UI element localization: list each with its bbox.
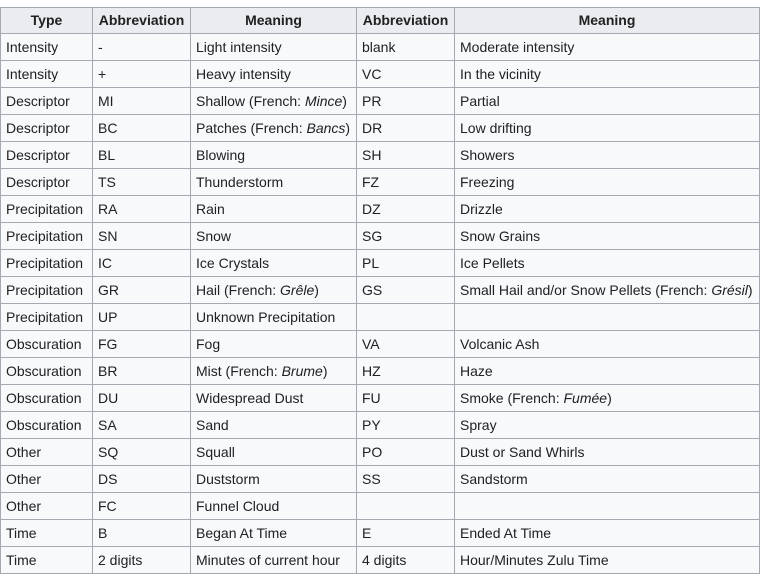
meaning-text: Partial	[460, 93, 500, 109]
cell-abbreviation-2: SS	[357, 466, 455, 493]
cell-meaning-2	[455, 196, 760, 223]
cell-type: Obscuration	[1, 331, 93, 358]
meaning-text: Showers	[460, 147, 515, 163]
cell-meaning-1	[191, 358, 357, 385]
cell-meaning-1	[191, 196, 357, 223]
cell-abbreviation-1: FC	[93, 493, 191, 520]
table-body	[1, 34, 760, 574]
meaning-text: Spray	[460, 417, 497, 433]
cell-meaning-1	[191, 169, 357, 196]
cell-type: Obscuration	[1, 385, 93, 412]
table-row	[1, 385, 760, 412]
meaning-text: Low drifting	[460, 120, 532, 136]
cell-abbreviation-1: TS	[93, 169, 191, 196]
meaning-text: )	[314, 282, 319, 298]
cell-meaning-1	[191, 142, 357, 169]
cell-type: Other	[1, 493, 93, 520]
cell-meaning-1	[191, 250, 357, 277]
table-header	[1, 8, 760, 34]
cell-type: Time	[1, 547, 93, 574]
table-row	[1, 547, 760, 574]
cell-type: Obscuration	[1, 358, 93, 385]
cell-meaning-2	[455, 88, 760, 115]
cell-meaning-2	[455, 358, 760, 385]
cell-abbreviation-1: MI	[93, 88, 191, 115]
cell-type: Precipitation	[1, 277, 93, 304]
meaning-text: )	[322, 363, 328, 379]
table-row	[1, 88, 760, 115]
meaning-text: Ice Crystals	[196, 255, 270, 271]
cell-abbreviation-2: blank	[357, 34, 455, 61]
cell-abbreviation-1: SN	[93, 223, 191, 250]
cell-meaning-2	[455, 520, 760, 547]
italic-term: Bancs	[306, 120, 346, 136]
meaning-text: Smoke (French:	[460, 390, 564, 406]
table-row	[1, 223, 760, 250]
cell-abbreviation-2: FU	[357, 385, 455, 412]
cell-abbreviation-1: -	[93, 34, 191, 61]
cell-meaning-1	[191, 439, 357, 466]
cell-meaning-1	[191, 277, 357, 304]
cell-type: Precipitation	[1, 223, 93, 250]
cell-abbreviation-2: 4 digits	[357, 547, 455, 574]
cell-abbreviation-2: SH	[357, 142, 455, 169]
cell-type: Precipitation	[1, 304, 93, 331]
meaning-text: Ice Pellets	[460, 255, 525, 271]
table-row	[1, 277, 760, 304]
cell-abbreviation-2: PO	[357, 439, 455, 466]
header-type[interactable]: Type	[1, 8, 93, 34]
meaning-text: Freezing	[460, 174, 515, 190]
cell-meaning-2	[455, 142, 760, 169]
table-row	[1, 493, 760, 520]
meaning-text: Squall	[196, 444, 235, 460]
table-row	[1, 520, 760, 547]
cell-abbreviation-1: DU	[93, 385, 191, 412]
cell-abbreviation-1: BL	[93, 142, 191, 169]
meaning-text: Unknown Precipitation	[196, 309, 336, 325]
cell-meaning-1	[191, 547, 357, 574]
cell-meaning-2	[455, 169, 760, 196]
cell-meaning-2	[455, 412, 760, 439]
cell-abbreviation-2: VC	[357, 61, 455, 88]
italic-term: Grésil	[711, 282, 748, 298]
meaning-text: Light intensity	[196, 39, 282, 55]
cell-meaning-2	[455, 34, 760, 61]
cell-meaning-1	[191, 115, 357, 142]
cell-abbreviation-2: HZ	[357, 358, 455, 385]
cell-abbreviation-1: 2 digits	[93, 547, 191, 574]
cell-abbreviation-2	[357, 304, 455, 331]
cell-meaning-2	[455, 223, 760, 250]
meaning-text: Small Hail and/or Snow Pellets (French:	[460, 282, 712, 298]
cell-abbreviation-1: DS	[93, 466, 191, 493]
meaning-text: Duststorm	[196, 471, 260, 487]
cell-meaning-1	[191, 88, 357, 115]
meaning-text: Fog	[196, 336, 221, 352]
header-abbreviation-1[interactable]: Abbreviation	[93, 8, 191, 34]
cell-meaning-1	[191, 412, 357, 439]
meaning-text: Patches (French:	[196, 120, 307, 136]
meaning-text: Volcanic Ash	[460, 336, 540, 352]
table-row	[1, 142, 760, 169]
meaning-text: Widespread Dust	[196, 390, 304, 406]
meaning-text: Hour/Minutes Zulu Time	[460, 552, 609, 568]
italic-term: Brume	[281, 363, 323, 379]
cell-type: Descriptor	[1, 88, 93, 115]
italic-term: Grêle	[280, 282, 315, 298]
cell-type: Other	[1, 466, 93, 493]
cell-abbreviation-1: +	[93, 61, 191, 88]
cell-meaning-1	[191, 34, 357, 61]
meaning-text: Sandstorm	[460, 471, 528, 487]
table-row	[1, 250, 760, 277]
meaning-text: Haze	[460, 363, 493, 379]
meaning-text: Hail (French:	[196, 282, 281, 298]
cell-abbreviation-2: PY	[357, 412, 455, 439]
cell-meaning-2	[455, 493, 760, 520]
cell-abbreviation-2: DR	[357, 115, 455, 142]
table-row	[1, 466, 760, 493]
meaning-text: Drizzle	[460, 201, 503, 217]
cell-meaning-2	[455, 61, 760, 88]
cell-type: Intensity	[1, 61, 93, 88]
table-row	[1, 358, 760, 385]
cell-meaning-1	[191, 466, 357, 493]
italic-term: Mince	[304, 93, 343, 109]
cell-meaning-2	[455, 439, 760, 466]
cell-meaning-2	[455, 466, 760, 493]
cell-abbreviation-2	[357, 493, 455, 520]
meaning-text: Rain	[196, 201, 225, 217]
table-row	[1, 331, 760, 358]
cell-meaning-2	[455, 277, 760, 304]
cell-meaning-1	[191, 385, 357, 412]
cell-abbreviation-2: GS	[357, 277, 455, 304]
cell-type: Precipitation	[1, 196, 93, 223]
cell-type: Descriptor	[1, 169, 93, 196]
cell-type: Time	[1, 520, 93, 547]
meaning-text: Snow Grains	[460, 228, 541, 244]
table-row	[1, 304, 760, 331]
header-abbreviation-2[interactable]: Abbreviation	[357, 8, 455, 34]
cell-type: Other	[1, 439, 93, 466]
table-row	[1, 115, 760, 142]
cell-meaning-2	[455, 304, 760, 331]
cell-type: Intensity	[1, 34, 93, 61]
cell-abbreviation-2: SG	[357, 223, 455, 250]
header-meaning-1[interactable]: Meaning	[191, 8, 357, 34]
meaning-text: )	[345, 120, 351, 136]
cell-type: Obscuration	[1, 412, 93, 439]
meaning-text: Snow	[196, 228, 232, 244]
meaning-text: Ended At Time	[460, 525, 552, 541]
meaning-text: )	[747, 282, 753, 298]
cell-abbreviation-1: UP	[93, 304, 191, 331]
cell-abbreviation-1: GR	[93, 277, 191, 304]
table-row	[1, 412, 760, 439]
cell-type: Descriptor	[1, 142, 93, 169]
cell-abbreviation-1: BC	[93, 115, 191, 142]
meaning-text: Mist (French:	[196, 363, 282, 379]
cell-abbreviation-2: FZ	[357, 169, 455, 196]
meaning-text: Funnel Cloud	[196, 498, 280, 514]
cell-abbreviation-1: RA	[93, 196, 191, 223]
cell-meaning-2	[455, 115, 760, 142]
cell-abbreviation-1: B	[93, 520, 191, 547]
cell-abbreviation-1: BR	[93, 358, 191, 385]
cell-type: Descriptor	[1, 115, 93, 142]
meaning-text: )	[607, 390, 612, 406]
table-row	[1, 169, 760, 196]
cell-meaning-1	[191, 493, 357, 520]
cell-meaning-2	[455, 547, 760, 574]
meaning-text: Dust or Sand Whirls	[460, 444, 585, 460]
cell-abbreviation-2: PL	[357, 250, 455, 277]
cell-abbreviation-1: FG	[93, 331, 191, 358]
weather-abbreviations-table	[0, 7, 760, 574]
meaning-text: )	[342, 93, 347, 109]
cell-abbreviation-2: PR	[357, 88, 455, 115]
cell-abbreviation-1: SA	[93, 412, 191, 439]
meaning-text: Began At Time	[196, 525, 288, 541]
cell-meaning-1	[191, 520, 357, 547]
meaning-text: Sand	[196, 417, 229, 433]
meaning-text: Blowing	[196, 147, 246, 163]
header-row	[1, 8, 760, 34]
cell-meaning-1	[191, 304, 357, 331]
cell-meaning-2	[455, 331, 760, 358]
cell-abbreviation-2: VA	[357, 331, 455, 358]
meaning-text: Heavy intensity	[196, 66, 291, 82]
cell-type: Precipitation	[1, 250, 93, 277]
italic-term: Fumée	[563, 390, 608, 406]
cell-meaning-1	[191, 223, 357, 250]
cell-abbreviation-1: SQ	[93, 439, 191, 466]
cell-abbreviation-2: E	[357, 520, 455, 547]
meaning-text: Thunderstorm	[196, 174, 284, 190]
cell-meaning-1	[191, 331, 357, 358]
table-row	[1, 34, 760, 61]
table-row	[1, 61, 760, 88]
cell-meaning-2	[455, 250, 760, 277]
cell-meaning-1	[191, 61, 357, 88]
header-meaning-2[interactable]: Meaning	[455, 8, 760, 34]
cell-abbreviation-2: DZ	[357, 196, 455, 223]
meaning-text: Moderate intensity	[460, 39, 575, 55]
cell-meaning-2	[455, 385, 760, 412]
meaning-text: Minutes of current hour	[196, 552, 340, 568]
table-row	[1, 439, 760, 466]
table-row	[1, 196, 760, 223]
meaning-text: Shallow (French:	[196, 93, 305, 109]
cell-abbreviation-1: IC	[93, 250, 191, 277]
weather-abbreviations-table-container	[0, 7, 770, 574]
meaning-text: In the vicinity	[460, 66, 541, 82]
